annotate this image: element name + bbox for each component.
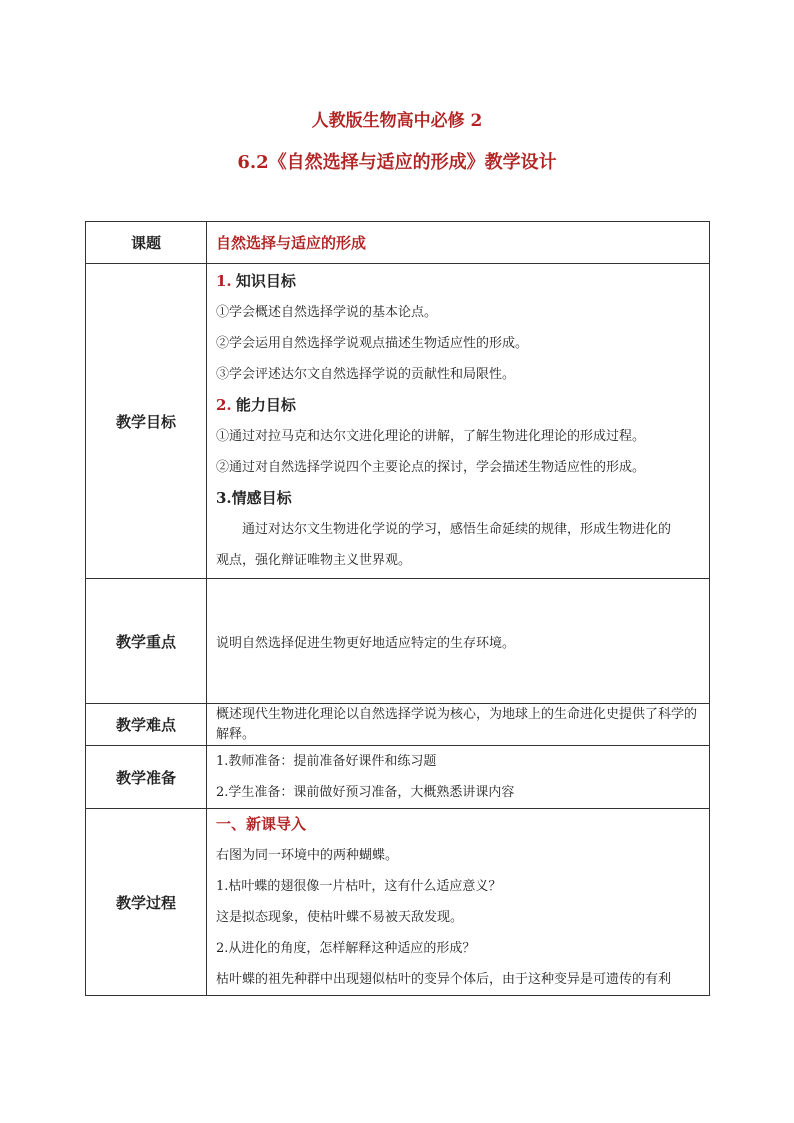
process-line: 这是拟态现象，使枯叶蝶不易被天敌发现。 bbox=[216, 910, 464, 925]
process-line: 2.从进化的角度，怎样解释这种适应的形成？ bbox=[216, 941, 476, 956]
document-subtitle: 6.2《自然选择与适应的形成》教学设计 bbox=[237, 152, 557, 173]
difficulties-value: 概述现代生物进化理论以自然选择学说为核心，为地球上的生命进化史提供了科学的解释。 bbox=[207, 704, 710, 746]
topic-value: 自然选择与适应的形成 bbox=[216, 234, 367, 252]
process-line: 1.枯叶蝶的翅很像一片枯叶，这有什么适应意义？ bbox=[216, 879, 502, 894]
emotion-text-line2: 观点，强化辩证唯物主义世界观。 bbox=[216, 553, 412, 568]
emotion-text-line1: 通过对达尔文生物进化学说的学习，感悟生命延续的规律，形成生物进化的 bbox=[242, 522, 672, 537]
ability-number: 2. bbox=[216, 396, 232, 414]
ability-item: ②通过对自然选择学说四个主要论点的探讨，学会描述生物适应性的形成。 bbox=[216, 460, 646, 475]
process-line: 右图为同一环境中的两种蝴蝶。 bbox=[216, 848, 399, 863]
knowledge-item: ②学会运用自然选择学说观点描述生物适应性的形成。 bbox=[216, 336, 529, 351]
knowledge-item: ③学会评述达尔文自然选择学说的贡献性和局限性。 bbox=[216, 367, 516, 382]
lesson-plan-table bbox=[85, 221, 710, 996]
document-title: 人教版生物高中必修 2 bbox=[311, 111, 483, 131]
preparation-label: 教学准备 bbox=[86, 746, 207, 809]
process-label: 教学过程 bbox=[86, 809, 207, 996]
process-line: 枯叶蝶的祖先种群中出现翅似枯叶的变异个体后，由于这种变异是可遗传的有利 bbox=[216, 972, 672, 987]
knowledge-item: ①学会概述自然选择学说的基本论点。 bbox=[216, 305, 438, 320]
topic-label: 课题 bbox=[86, 222, 207, 264]
ability-item: ①通过对拉马克和达尔文进化理论的讲解，了解生物进化理论的形成过程。 bbox=[216, 429, 646, 444]
preparation-item: 1.教师准备：提前准备好课件和练习题 bbox=[216, 754, 437, 769]
table-row-difficulties bbox=[86, 704, 710, 746]
process-section-title: 一、新课导入 bbox=[216, 815, 307, 833]
preparation-item: 2.学生准备：课前做好预习准备，大概熟悉讲课内容 bbox=[216, 785, 515, 800]
key-points-label: 教学重点 bbox=[86, 579, 207, 704]
table-row-key-points bbox=[86, 579, 710, 704]
key-points-value: 说明自然选择促进生物更好地适应特定的生存环境。 bbox=[207, 579, 710, 704]
ability-heading: 能力目标 bbox=[235, 396, 296, 414]
objectives-label: 教学目标 bbox=[86, 264, 207, 579]
knowledge-heading: 知识目标 bbox=[235, 272, 296, 290]
difficulties-label: 教学难点 bbox=[86, 704, 207, 746]
knowledge-number: 1. bbox=[216, 272, 232, 290]
emotion-heading: 3.情感目标 bbox=[216, 489, 292, 507]
table-row-objectives bbox=[86, 264, 710, 579]
table-row-preparation bbox=[86, 746, 710, 809]
table-row-process bbox=[86, 809, 710, 996]
table-row-topic bbox=[86, 222, 710, 264]
